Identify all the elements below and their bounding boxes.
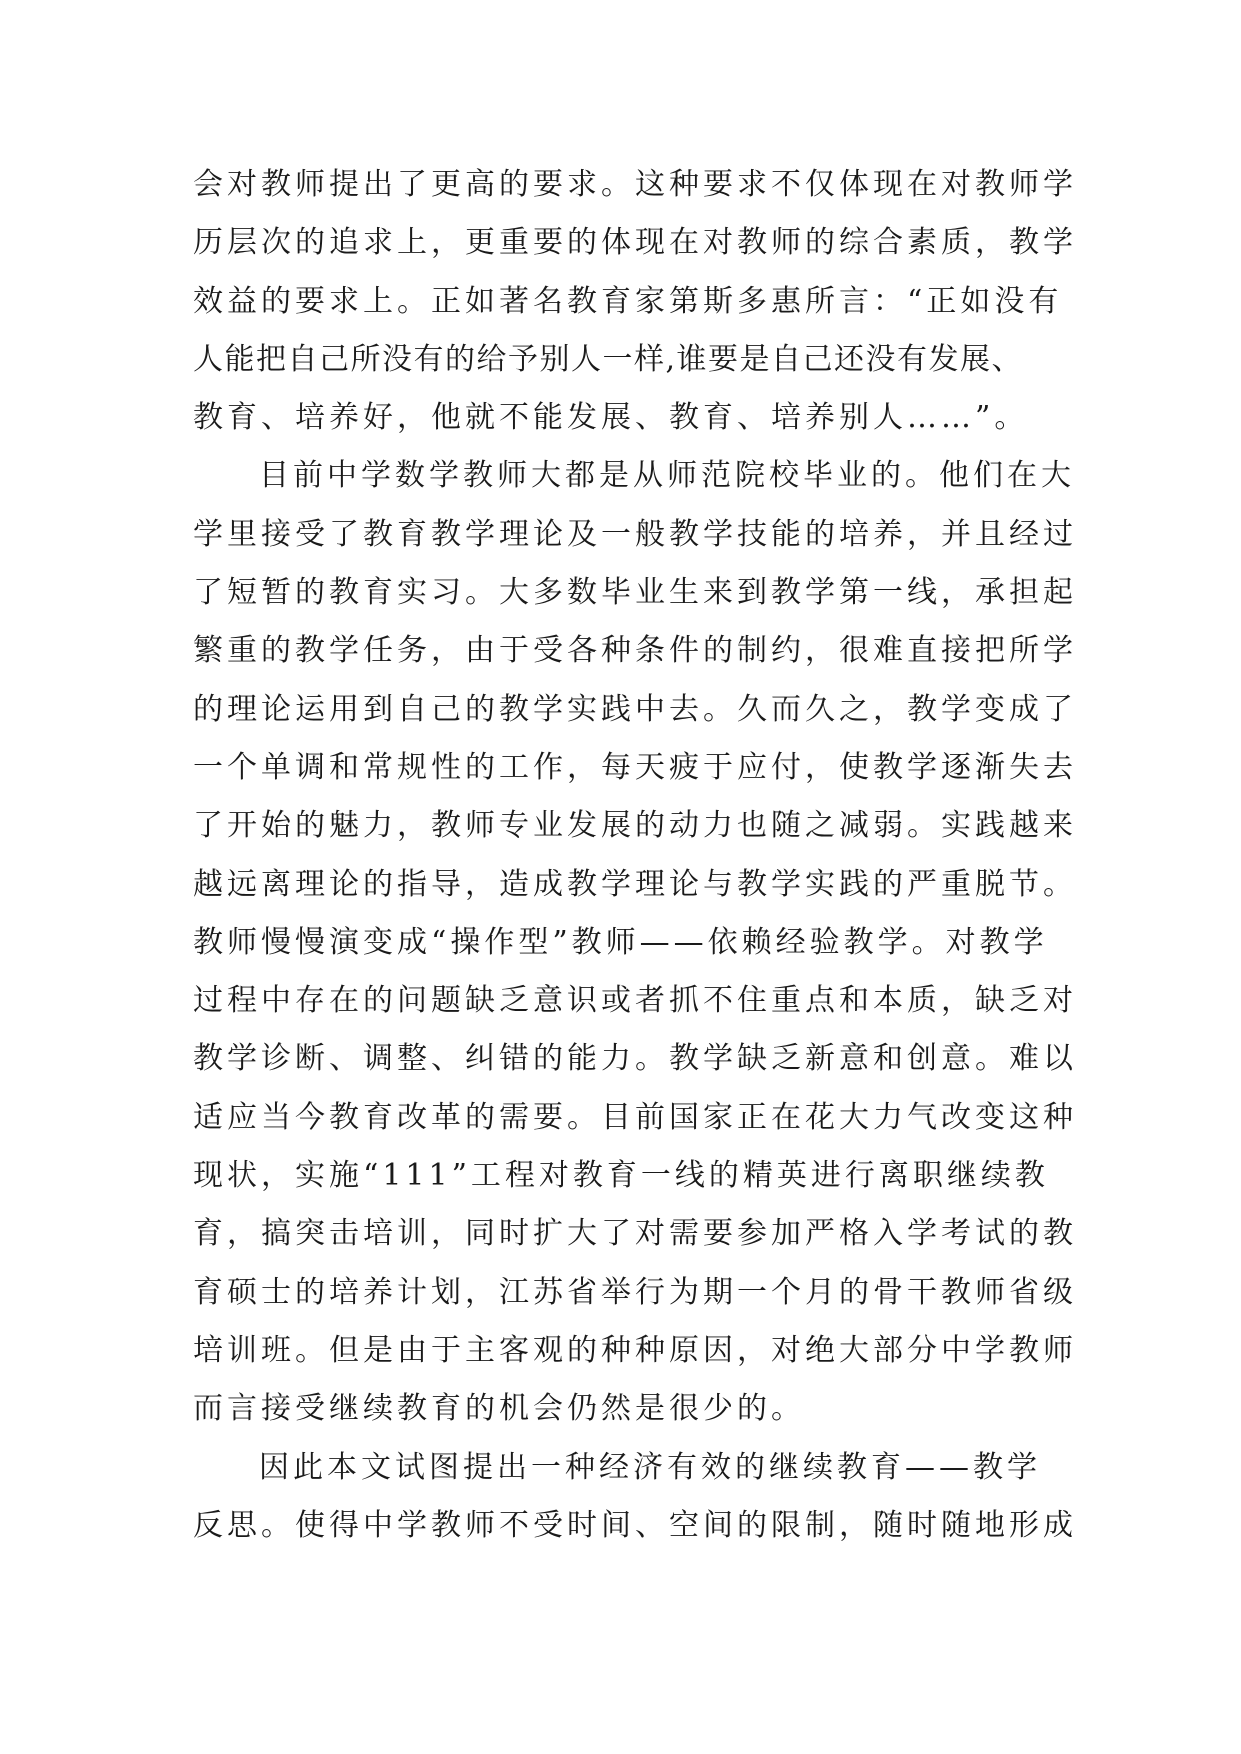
paragraph-3-line-1: 因此本文试图提出一种经济有效的继续教育——教学 (259, 1449, 1041, 1485)
paragraph-2-line-8: 越远离理论的指导，造成教学理论与教学实践的严重脱节。 (193, 866, 1077, 902)
paragraph-2-line-2: 学里接受了教育教学理论及一般教学技能的培养，并且经过 (193, 516, 1077, 552)
paragraph-2-line-15: 育硕士的培养计划，江苏省举行为期一个月的骨干教师省级 (193, 1274, 1077, 1310)
paragraph-2-line-4: 繁重的教学任务，由于受各种条件的制约，很难直接把所学 (193, 633, 1077, 669)
paragraph-2-line-11: 教学诊断、调整、纠错的能力。教学缺乏新意和创意。难以 (193, 1041, 1077, 1077)
paragraph-2-line-12: 适应当今教育改革的需要。目前国家正在花大力气改变这种 (193, 1099, 1077, 1135)
paragraph-2-line-14: 育，搞突击培训，同时扩大了对需要参加严格入学考试的教 (193, 1216, 1077, 1252)
paragraph-1-line-1: 会对教师提出了更高的要求。这种要求不仅体现在对教师学 (193, 167, 1077, 202)
paragraph-2-line-7: 了开始的魅力，教师专业发展的动力也随之减弱。实践越来 (193, 808, 1077, 844)
paragraph-3-line-2: 反思。使得中学教师不受时间、空间的限制，随时随地形成 (193, 1507, 1077, 1543)
paragraph-1-line-3: 效益的要求上。正如著名教育家第斯多惠所言：“正如没有 (193, 283, 1063, 319)
paragraph-2-line-10: 过程中存在的问题缺乏意识或者抓不住重点和本质，缺乏对 (193, 983, 1077, 1019)
paragraph-2-line-9: 教师慢慢演变成“操作型”教师——依赖经验教学。对教学 (193, 924, 1048, 960)
paragraph-1-line-5: 教育、培养好，他就不能发展、教育、培养别人……”。 (193, 400, 1029, 436)
paragraph-2-line-16: 培训班。但是由于主客观的种种原因，对绝大部分中学教师 (193, 1332, 1077, 1368)
paragraph-1-line-2: 历层次的追求上，更重要的体现在对教师的综合素质，教学 (193, 225, 1077, 261)
body-text (193, 156, 1077, 1555)
paragraph-2-line-5: 的理论运用到自己的教学实践中去。久而久之，教学变成了 (193, 691, 1077, 727)
paragraph-2-line-1: 目前中学数学教师大都是从师范院校毕业的。他们在大 (259, 458, 1075, 494)
paragraph-2-line-6: 一个单调和常规性的工作，每天疲于应付，使教学逐渐失去 (193, 749, 1077, 785)
paragraph-1-line-4: 人能把自己所没有的给予别人一样,谁要是自己还没有发展、 (193, 341, 1024, 377)
paragraph-2-line-13: 现状，实施“111”工程对教育一线的精英进行离职继续教 (193, 1158, 1049, 1194)
paragraph-2-line-3: 了短暂的教育实习。大多数毕业生来到教学第一线，承担起 (193, 575, 1077, 611)
paragraph-2-line-17: 而言接受继续教育的机会仍然是很少的。 (193, 1391, 805, 1427)
